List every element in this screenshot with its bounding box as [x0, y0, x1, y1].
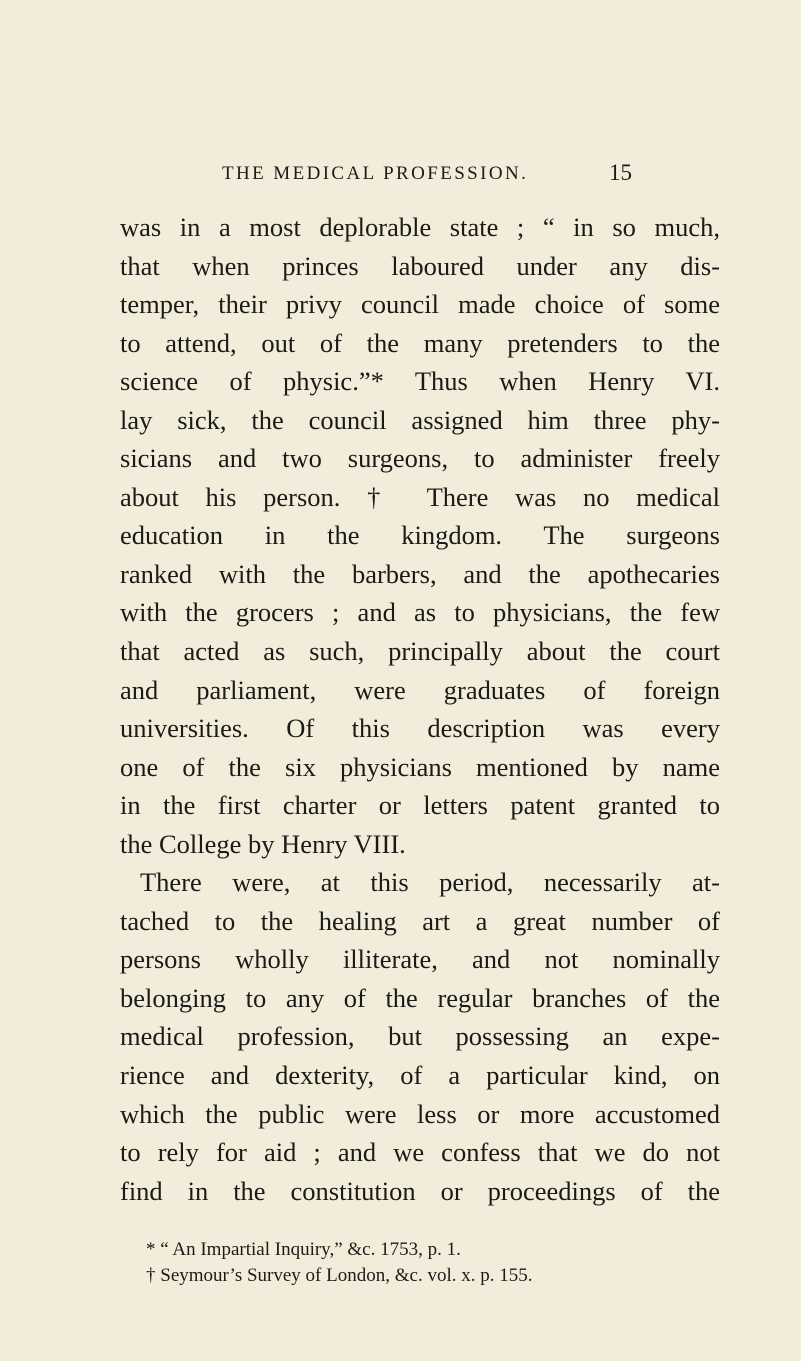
text-line: temper, their privy council made choice of some	[120, 289, 720, 320]
text-line: one of the six physicians mentioned by name	[120, 751, 720, 782]
text-line: to attend, out of the many pretenders to the	[120, 327, 720, 358]
page-number: 15	[609, 160, 632, 185]
text-line: in the first charter or letters patent granted to	[120, 790, 720, 821]
text-line: about his person. † There was no medical	[120, 481, 720, 512]
footnote: * “ An Impartial Inquiry,” &c. 1753, p. 1.	[146, 1239, 461, 1260]
text-line: education in the kingdom. The surgeons	[120, 520, 720, 551]
text-line: with the grocers ; and as to physicians, the few	[120, 597, 720, 628]
body-text	[120, 208, 720, 1210]
text-line: ranked with the barbers, and the apothecaries	[120, 558, 720, 589]
text-line: the College by Henry VIII.	[120, 828, 406, 859]
text-line: science of physic.”* Thus when Henry VI.	[120, 366, 720, 397]
text-line: and parliament, were graduates of foreign	[120, 674, 720, 705]
running-head: THE MEDICAL PROFESSION.	[222, 163, 529, 184]
text-line: which the public were less or more accustomed	[120, 1098, 720, 1129]
text-line: tached to the healing art a great number of	[120, 905, 720, 936]
text-line: that acted as such, principally about the court	[120, 636, 720, 667]
text-line: find in the constitution or proceedings of the	[120, 1175, 720, 1206]
text-line: to rely for aid ; and we confess that we do not	[120, 1137, 720, 1168]
footnotes	[146, 1237, 726, 1289]
paragraph-start-line: There were, at this period, necessarily at-	[140, 867, 720, 898]
text-line: medical profession, but possessing an expe-	[120, 1021, 720, 1052]
text-line: belonging to any of the regular branches of the	[120, 982, 720, 1013]
text-line: persons wholly illiterate, and not nominally	[120, 944, 720, 975]
footnote: † Seymour’s Survey of London, &c. vol. x. p. 155.	[146, 1265, 533, 1286]
text-line: lay sick, the council assigned him three phy-	[120, 404, 720, 435]
text-line: universities. Of this description was every	[120, 713, 720, 744]
text-line: rience and dexterity, of a particular kind, on	[120, 1060, 720, 1091]
text-line: that when princes laboured under any dis-	[120, 250, 720, 281]
text-line: sicians and two surgeons, to administer freely	[120, 443, 720, 474]
text-line: was in a most deplorable state ; “ in so much,	[120, 212, 720, 242]
